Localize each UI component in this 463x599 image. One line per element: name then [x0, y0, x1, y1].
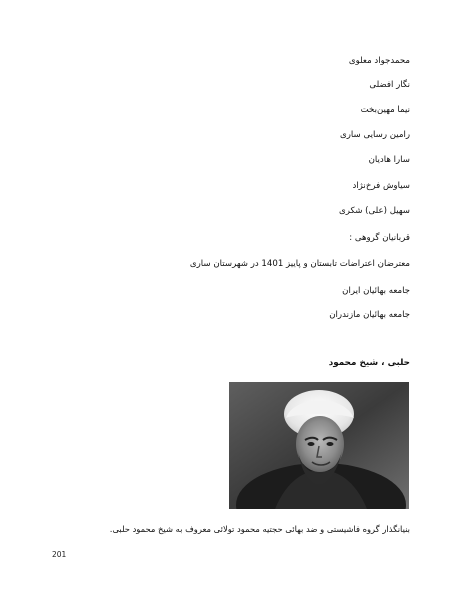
portrait-photo: [229, 382, 409, 509]
list-item: نیما مهین‌بخت: [360, 105, 410, 115]
list-item: نگار افضلی: [369, 80, 410, 90]
portrait-photo-icon: [229, 382, 409, 509]
photo-caption: بنیانگذار گروه فاشیستی و ضد بهائی حجتیه محمود تولائی معروف به شیخ محمود حلبی.: [109, 524, 410, 534]
list-item: سهیل (علی) شکری: [339, 206, 410, 216]
list-item: قربانیان گروهی :: [349, 233, 410, 243]
list-item: محمدجواد معلوی: [348, 56, 410, 66]
list-item: جامعه بهائیان ایران: [342, 286, 410, 296]
section-heading: حلبی ، شیخ محمود: [328, 358, 410, 368]
list-item: سیاوش فرخ‌نژاد: [352, 181, 410, 191]
page-number: 201: [52, 550, 67, 559]
list-item: سارا هادیان: [368, 155, 410, 165]
list-item: رامین رسایی ساری: [340, 130, 410, 140]
list-item: معترضان اعتراضات تابستان و پاییز 1401 در شهرستان ساری: [189, 259, 410, 269]
list-item: جامعه بهائیان مازندران: [329, 310, 410, 320]
